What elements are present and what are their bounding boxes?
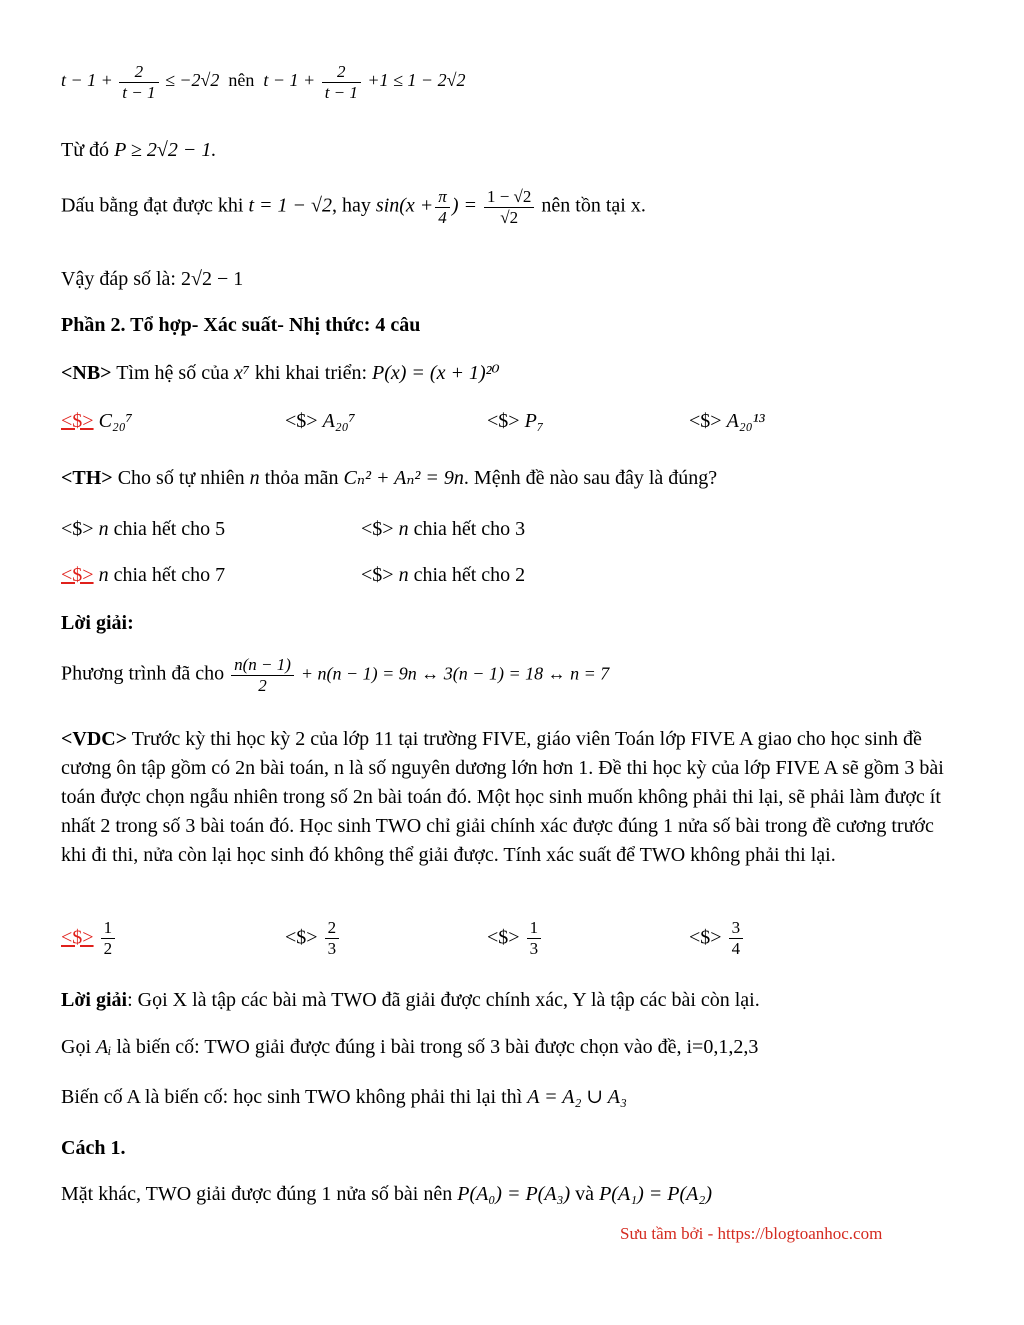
choice-a[interactable]: <$> n chia hết cho 5	[61, 518, 226, 540]
fraction: $\frac{1 - √2}{√2}$	[484, 187, 534, 227]
line-equality: Dấu bằng đạt được khi t = 1 − √2, hay sin(x + $\frac{\pi}{4}$ ) = $\frac{1 - √2}{√2}$ nên tồn tại x.	[61, 187, 646, 227]
section-title: Phần 2. Tổ hợp- Xác suất- Nhị thức: 4 câu	[61, 314, 421, 336]
fraction: $\frac{2}{3}$	[325, 918, 340, 958]
fraction: $\frac{1}{2}$	[101, 918, 116, 958]
footer-credit: Sưu tầm bởi - https://blogtoanhoc.com	[620, 1224, 883, 1243]
question-th: <TH> Cho số tự nhiên n thỏa mãn Cₙ² + Aₙ² = 9n. Mệnh đề nào sau đây là đúng?	[61, 467, 718, 489]
solution3-line3: Biến cố A là biến cố: học sinh TWO không phải thi lại thì A = A₂ ∪ A₃	[61, 1086, 627, 1108]
solution-line: Phương trình đã cho $\frac{n(n - 1)}{2}$ + n(n − 1) = 9n ↔ 3(n − 1) = 18 ↔ n = 7	[61, 655, 610, 695]
fraction: $\frac{\pi}{4}$	[435, 187, 450, 227]
line-answer: Vậy đáp số là: 2√2 − 1	[61, 268, 244, 290]
choice-c[interactable]: <$> n chia hết cho 7	[61, 564, 226, 586]
solution-label: Lời giải:	[61, 612, 134, 634]
fraction: $\frac{2}{t - 1}$	[119, 62, 158, 102]
solution3-line1: Lời giải: Gọi X là tập các bài mà TWO đã giải được chính xác, Y là tập các bài còn lại.	[61, 989, 760, 1011]
choice-c[interactable]: <$> P₇	[487, 410, 544, 432]
choice-marker-correct: <$>	[61, 564, 94, 586]
choice-d[interactable]: <$> $\frac{3}{4}$	[689, 918, 745, 958]
choice-marker-correct: <$>	[61, 926, 94, 949]
choice-b[interactable]: <$> $\frac{2}{3}$	[285, 918, 341, 958]
fraction: $\frac{2}{t - 1}$	[322, 62, 361, 102]
method-label: Cách 1.	[61, 1137, 126, 1159]
solution3-line2: Gọi Aᵢ là biến cố: TWO giải được đúng i bài trong số 3 bài được chọn vào đề, i=0,1,2,3	[61, 1036, 759, 1058]
question-vdc: <VDC> Trước kỳ thi học kỳ 2 của lớp 11 tại trường FIVE, giáo viên Toán lớp FIVE A giao cho học sinh đề cương ôn tập gồm có 2n bài toán, n là số nguyên dương lớn hơn 1. Đề thi học kỳ của lớp FIVE A sẽ gồm 3 bài toán được chọn ngẫu nhiên trong số 2n bài toán đó. Một học sinh muốn không phải thi lại, sẽ phải làm được ít nhất 2 trong số 3 bài toán đó. Học sinh TWO chỉ giải chính xác được đúng 1 nửa số bài trong đề cương trước khi đi thi, nửa còn lại học sinh đó không thể giải được. Tính xác suất để TWO không phải thi lại.	[61, 728, 944, 866]
choice-a[interactable]	[61, 918, 117, 958]
choice-c[interactable]: <$> $\frac{1}{3}$	[487, 918, 543, 958]
choice-marker-correct: <$>	[61, 410, 94, 432]
choice-b[interactable]: <$> n chia hết cho 3	[361, 518, 526, 540]
line-p-bound: Từ đó P ≥ 2√2 − 1.	[61, 139, 217, 161]
choice-a[interactable]: <$> C₂₀⁷	[61, 410, 133, 432]
choice-d[interactable]: <$> n chia hết cho 2	[361, 564, 526, 586]
question-nb: <NB> Tìm hệ số của x⁷ khi khai triển: P(x) = (x + 1)²⁰	[61, 362, 500, 384]
top-inequality: t − 1 + $\frac{2}{t - 1}$ ≤ −2√2 nên t − 1 + $\frac{2}{t - 1}$ +1 ≤ 1 − 2√2	[61, 62, 466, 102]
fraction: $\frac{1}{3}$	[527, 918, 542, 958]
choice-d[interactable]: <$> A₂₀¹³	[689, 410, 765, 432]
fraction: $\frac{3}{4}$	[729, 918, 744, 958]
choice-b[interactable]: <$> A₂₀⁷	[285, 410, 356, 432]
fraction: $\frac{n(n - 1)}{2}$	[231, 655, 294, 695]
solution3-line4: Mặt khác, TWO giải được đúng 1 nửa số bài nên P(A₀) = P(A₃) và P(A₁) = P(A₂)	[61, 1183, 712, 1205]
